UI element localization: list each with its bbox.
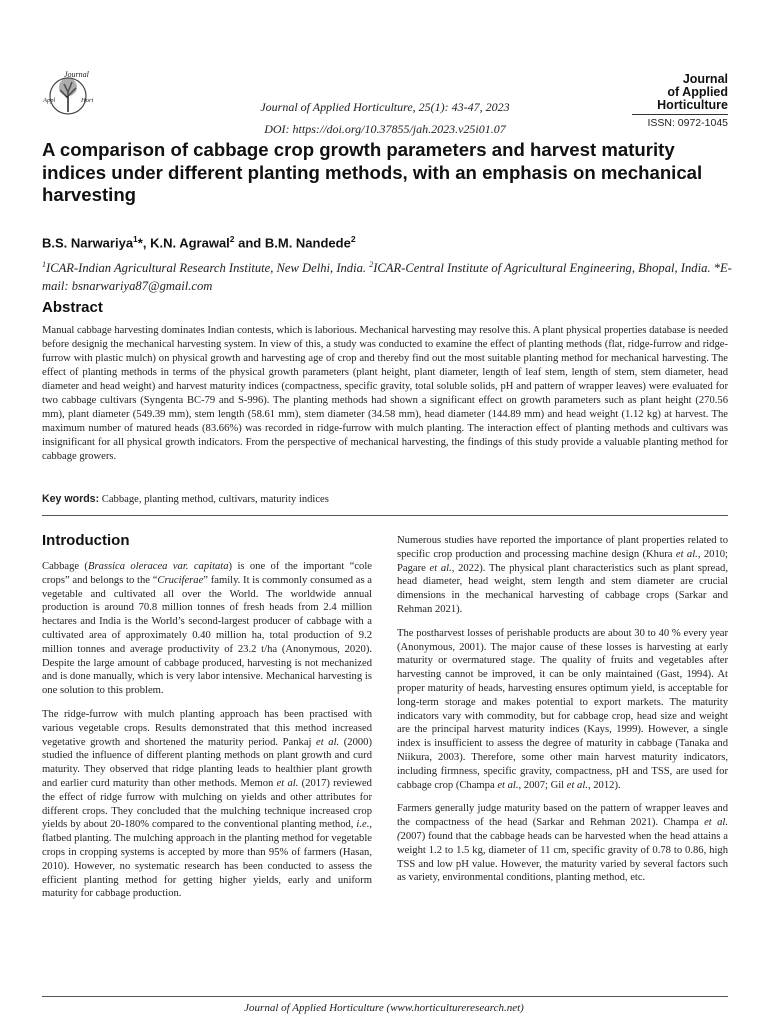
journal-logo xyxy=(40,68,96,120)
et-al: et al. xyxy=(566,779,588,791)
text-run: ) is one of the important “cole crops” and belongs to the “ xyxy=(42,561,372,586)
section-divider xyxy=(42,515,728,516)
text-run: flatbed planting. The mulching approach in the planting method for vegetable crops in cropping systems is accepted by more than 95% of farmers (Hasan, 2010). However, no systematic research has been conducted to assess the efficient planting method for getting higher yields, early and uniform maturity for cabbage production. xyxy=(42,833,372,900)
page-footer: Journal of Applied Horticulture (www.horticultureresearch.net) xyxy=(244,1002,524,1014)
right-column xyxy=(397,534,728,895)
logo-text-hort: Hort xyxy=(81,97,94,104)
text-run: 2007) found that the cabbage heads can be harvested when the head attains a weight 1.2 to 1.5 kg, diameter of 11 cm, specific gravity of 0.78 to 0.86, high TSS and low pH value. However, the maturity varied by several factors such as variety, environmental conditions, planting method, etc. xyxy=(397,830,728,884)
author-affiliation-marker: 2 xyxy=(350,234,356,244)
author-separator: *, xyxy=(137,235,151,251)
text-run: The ridge-furrow with mulch planting approach has been practised with various vegetable crops. Results demonstrated that this method increased vegetative growth and shortened the maturity period. Pankaj xyxy=(42,708,372,748)
affiliation-marker: 1 xyxy=(42,260,46,269)
left-column xyxy=(42,531,372,911)
author-affiliation-marker: 1 xyxy=(133,234,138,244)
logo-text-appl: Appl xyxy=(43,97,56,104)
text-run: , 2010; Pagare xyxy=(397,548,728,574)
affiliation-text: ICAR-Indian Agricultural Research Institute, New Delhi, India. xyxy=(46,261,370,276)
journal-badge xyxy=(632,73,728,129)
family-name: Cruciferae xyxy=(157,574,204,586)
text-run: Cabbage ( xyxy=(42,561,88,572)
intro-paragraph xyxy=(42,708,372,901)
intro-paragraph xyxy=(397,802,728,885)
intro-paragraph xyxy=(42,560,372,698)
journal-name-line2: of Applied xyxy=(667,85,728,99)
et-al: et al. xyxy=(497,779,519,791)
text-run: Farmers generally judge maturity based on the pattern of wrapper leaves and the compactness of the head (Sarkar and Rehman 2021). Champa xyxy=(397,803,728,829)
et-al: et al. xyxy=(316,736,340,748)
text-run: , 2007; Gil xyxy=(518,779,567,791)
et-al: et al. xyxy=(675,548,698,560)
logo-text-journal: Journal xyxy=(64,70,89,79)
text-run: , 2022). The physical plant characteristics such as plant spread, head diameter, head weight, stem length and stem diameter are crucial dimensions in the mechanical harvesting of cabbage crops (Sarkar and Rehman 2021). xyxy=(397,562,729,615)
keywords xyxy=(42,493,728,505)
et-al: et al. xyxy=(429,562,452,574)
affiliation-text: ICAR-Central Institute of Agricultural Engineering, Bhopal, India. *E-mail: bsnarwariya87@gmail.com xyxy=(42,261,732,294)
journal-badge-rule xyxy=(632,114,728,115)
article-title: A comparison of cabbage crop growth parameters and harvest maturity indices under different planting methods, with an emphasis on mechanical harvesting xyxy=(42,139,703,205)
keywords-label: Key words: xyxy=(42,493,100,505)
introduction-heading: Introduction xyxy=(42,532,130,549)
journal-name-line3: Horticulture xyxy=(657,98,728,112)
author-list xyxy=(42,234,356,250)
intro-paragraph xyxy=(397,534,728,617)
author-name: B.M. Nandede xyxy=(264,235,351,251)
abstract-text: Manual cabbage harvesting dominates Indian contests, which is laborious. Mechanical harvesting may resolve this. A plant physical properties database is needed before designig the mechanical harvesting system. In view of this, a study was conducted to examine the effect of planting methods (flat, ridge-furrow and ridge-furrow with plastic mulch) on physical growth and harvesting age of crop and thereby find out the most suitable planting method for mechanical harvesting. The effect of planting methods in terms of the physical growth parameters (plant height, plant diameter, length of leaf stem, length of stem, stem diameter, head diameter and head weight) and harvest maturity indices (compactness, specific gravity, total soluble solids, pH and pattern of wrapper leaves) were evaluated for two cabbage cultivars (Syngenta BC-79 and S-996). The planting methods had shown a significant effect on growth parameters such as plant height (270.56 mm), plant diameter (549.39 mm), stem length (58.61 mm), stem diameter (34.58 mm), head diameter (144.89 mm) and head weight (1.12 kg) at harvest. The maximum number of matured heads (83.66%) was recorded in ridge-furrow with mulch planting. The interaction effect of planting methods and cultivars was insignificant for all physical growth indicators. From the perspective of mechanical harvesting, the findings of this study provide a valuable planting method for cabbage growers. xyxy=(42,325,728,463)
text-run: Numerous studies have reported the importance of plant properties related to specific crop production and processing machine design (Khura xyxy=(397,535,728,560)
issn: ISSN: 0972-1045 xyxy=(647,117,728,129)
affiliations xyxy=(42,256,732,295)
species-name: Brassica oleracea var. capitata xyxy=(87,561,229,572)
affiliation-marker: 2 xyxy=(369,260,374,269)
author-name: B.S. Narwariya xyxy=(42,235,134,251)
journal-citation: Journal of Applied Horticulture, 25(1): 43-47, 2023 xyxy=(260,100,510,114)
citation-block xyxy=(200,96,570,140)
ie-abbrev: i.e., xyxy=(356,819,372,831)
text-run: ” family. It is commonly consumed as a vegetable and cultivated all over the World. The worldwide annual production is around 70.8 million tonnes of fresh heads from 2.4 million hectares and India is the World’s second-largest producer of cabbage with a cultivated area of approximately 0.40 million ha, total production of 9.2 million tonnes and average productivity of 23.2 t/ha (Anonymous, 2020). Despite the large amount of cabbage produced, harvesting is not mechanized and is done manually, which is very labor intensive. Mechanical harvesting is one solution to this problem. xyxy=(42,574,372,697)
doi-link[interactable]: DOI: https://doi.org/10.37855/jah.2023.v25i01.07 xyxy=(264,122,506,136)
author-name: K.N. Agrawal xyxy=(150,235,230,251)
et-al: et al. ( xyxy=(397,817,728,842)
keywords-text: Cabbage, planting method, cultivars, maturity indices xyxy=(99,494,329,505)
author-affiliation-marker: 2 xyxy=(229,234,235,244)
text-run: (2017) reviewed the effect of ridge furrow with mulching on yields and other attributes for different crops. They concluded that the mulching technique increased crop yields by about 20-180% compared to the conventional planting method, xyxy=(42,777,372,831)
journal-name-line1: Journal xyxy=(682,72,728,86)
text-run: , 2012). xyxy=(587,779,621,791)
footer-divider xyxy=(42,996,728,997)
journal-logo-icon xyxy=(40,68,96,120)
et-al: et al. xyxy=(276,777,299,789)
text-run: (2000) studied the influence of different planting methods on plant growth and curd maturity. They observed that ridge planting leads to healthier plant growth and earlier curd maturity than other methods. Memon xyxy=(42,736,372,789)
author-separator: and xyxy=(234,235,265,251)
text-run: The postharvest losses of perishable products are about 30 to 40 % every year (Anonymous, 2001). The major cause of these losses is harvesting at early maturity or overmatured stage. The quality of fruits and vegetables after harvesting cannot be improved, it can be only maintained (Gast, 1994). At proper maturity of heads, harvesting ensures optimum yield, is acceptable for long-term storage and makes potential to export markets. The maturity indicators vary with commodity, but for cabbage crop, head size and weight are the principal harvest maturity indices (Kays, 1999). However, a single index is insufficient to assess the degree of maturity in cabbage (Tanaka and Niikura, 2003). Therefore, some other main harvest maturity indicators, including firmness, specific gravity, compactness, pH and TSS, are used for cabbage crop (Champa xyxy=(397,627,728,791)
abstract-heading: Abstract xyxy=(42,299,103,316)
intro-paragraph xyxy=(397,627,728,793)
